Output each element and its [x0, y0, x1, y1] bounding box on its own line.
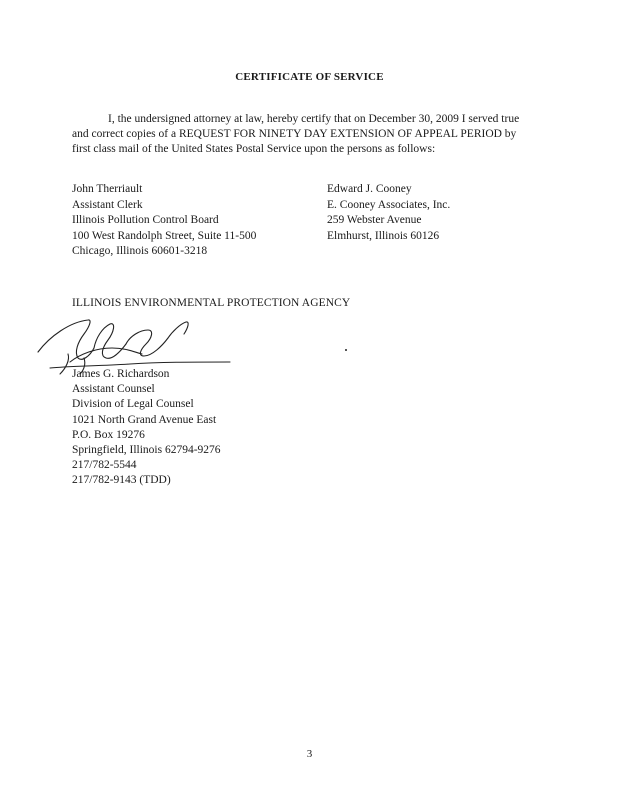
certification-line: first class mail of the United States Postal Service upon the persons as follows: [72, 143, 436, 155]
agency-name: ILLINOIS ENVIRONMENTAL PROTECTION AGENCY [72, 297, 351, 309]
address-line: Elmhurst, Illinois 60126 [327, 229, 440, 242]
signer-line: 1021 North Grand Avenue East [72, 413, 217, 426]
address-line: Assistant Clerk [72, 198, 143, 211]
address-line: Edward J. Cooney [327, 183, 412, 195]
address-line: 259 Webster Avenue [327, 214, 422, 226]
address-line: E. Cooney Associates, Inc. [327, 198, 451, 211]
certification-line: and correct copies of a REQUEST FOR NINETY DAY EXTENSION OF APPEAL PERIOD by [72, 128, 517, 140]
certification-line: I, the undersigned attorney at law, hereby certify that on December 30, 2009 I served true [108, 113, 520, 125]
address-line: Illinois Pollution Control Board [72, 214, 219, 226]
certification-paragraph [72, 112, 552, 157]
scan-speck [345, 349, 347, 351]
recipient-address-therriault [72, 182, 256, 260]
signer-line: Springfield, Illinois 62794-9276 [72, 444, 221, 457]
address-line: John Therriault [72, 183, 143, 195]
signer-line: 217/782-5544 [72, 459, 137, 472]
document-title: CERTIFICATE OF SERVICE [235, 71, 384, 83]
signer-line: 217/782-9143 (TDD) [72, 474, 171, 487]
recipient-address-cooney [327, 182, 450, 244]
signer-line: James G. Richardson [72, 368, 170, 380]
address-line: 100 West Randolph Street, Suite 11-500 [72, 229, 257, 242]
page-number: 3 [306, 748, 313, 760]
signer-line: Division of Legal Counsel [72, 398, 194, 411]
signer-line: P.O. Box 19276 [72, 428, 145, 441]
signer-block [72, 367, 221, 489]
signer-line: Assistant Counsel [72, 383, 155, 396]
address-line: Chicago, Illinois 60601-3218 [72, 245, 208, 257]
